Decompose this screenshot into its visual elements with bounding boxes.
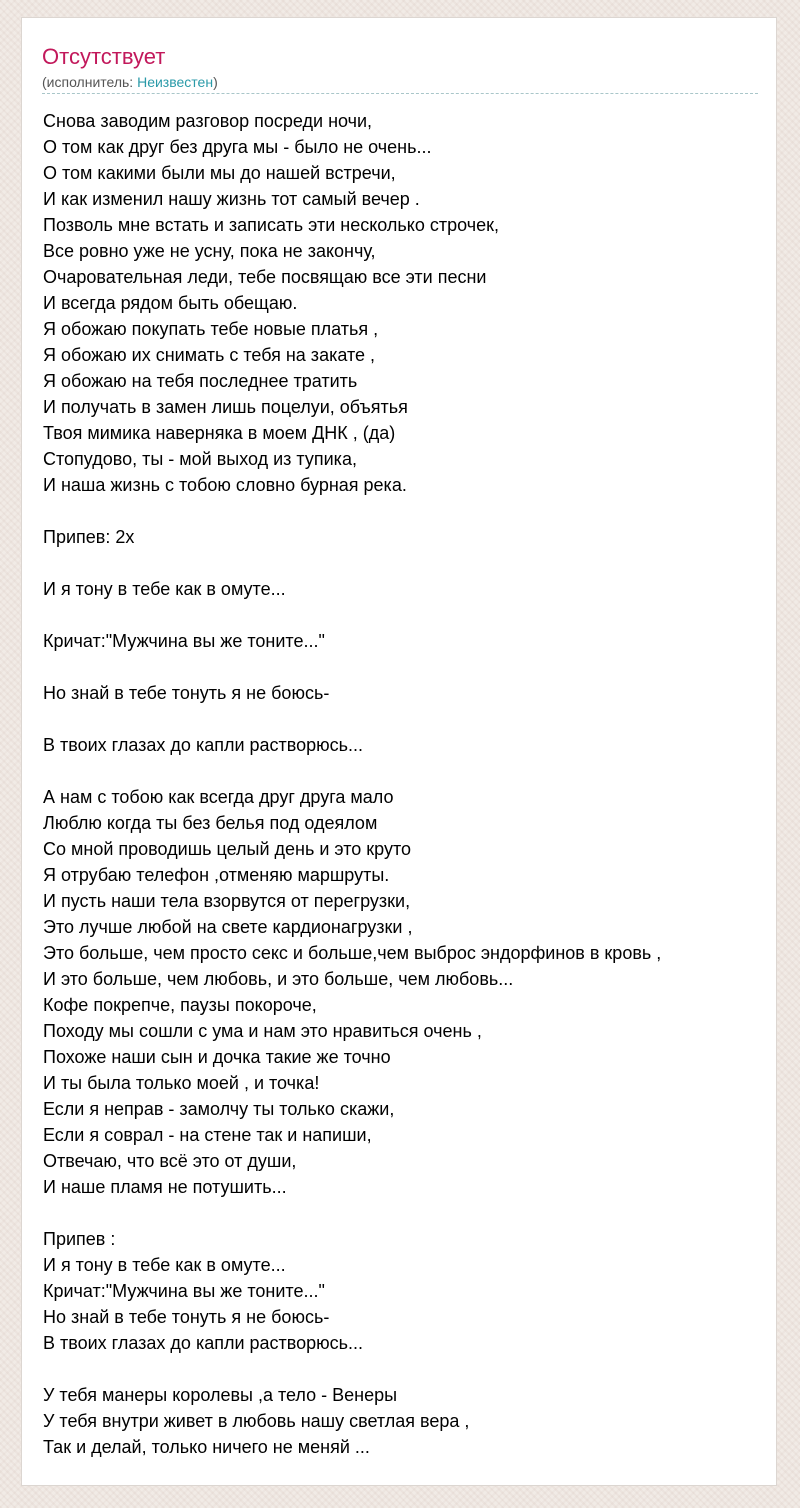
lyric-blank-line — [43, 758, 763, 784]
lyric-line: Очаровательная леди, тебе посвящаю все эти песни — [43, 267, 487, 287]
lyric-line: Похоже наши сын и дочка такие же точно — [43, 1047, 391, 1067]
lyric-line: Припев : — [43, 1229, 116, 1249]
lyric-line: Я обожаю их снимать с тебя на закате , — [43, 345, 376, 365]
lyric-line: У тебя манеры королевы ,а тело - Венеры — [43, 1385, 398, 1405]
lyric-line: Кричат:"Мужчина вы же тоните..." — [43, 1281, 325, 1301]
lyric-line: И как изменил нашу жизнь тот самый вечер . — [43, 189, 420, 209]
artist-line — [42, 74, 218, 90]
song-title: Отсутствует — [42, 44, 166, 69]
lyric-line: А нам с тобою как всегда друг друга мало — [43, 787, 394, 807]
lyric-line: Все ровно уже не усну, пока не закончу, — [43, 241, 376, 261]
lyric-blank-line — [43, 602, 763, 628]
lyric-line: Это больше, чем просто секс и больше,чем выброс эндорфинов в кровь , — [43, 943, 662, 963]
lyric-line: В твоих глазах до капли растворюсь... — [43, 1333, 364, 1353]
lyric-line: И ты была только моей , и точка! — [43, 1073, 320, 1093]
lyric-blank-line — [43, 1356, 763, 1382]
lyric-line: Но знай в тебе тонуть я не боюсь- — [43, 683, 330, 703]
lyric-line: Но знай в тебе тонуть я не боюсь- — [43, 1307, 330, 1327]
lyric-line: Я обожаю на тебя последнее тратить — [43, 371, 358, 391]
lyric-line: Я отрубаю телефон ,отменяю маршруты. — [43, 865, 390, 885]
lyric-line: Так и делай, только ничего не меняй ... — [43, 1437, 370, 1457]
lyric-line: Кофе покрепче, паузы покороче, — [43, 995, 317, 1015]
lyric-line: Кричат:"Мужчина вы же тоните..." — [43, 631, 325, 651]
lyric-line: Если я неправ - замолчу ты только скажи, — [43, 1099, 395, 1119]
lyric-line: Снова заводим разговор посреди ночи, — [43, 111, 373, 131]
lyric-line: Если я соврал - на стене так и напиши, — [43, 1125, 372, 1145]
lyric-blank-line — [43, 706, 763, 732]
lyric-line: Отвечаю, что всё это от души, — [43, 1151, 297, 1171]
lyric-line: У тебя внутри живет в любовь нашу светлая вера , — [43, 1411, 470, 1431]
lyric-line: Твоя мимика наверняка в моем ДНК , (да) — [43, 423, 396, 443]
lyric-line: И наше пламя не потушить... — [43, 1177, 287, 1197]
lyric-line: Со мной проводишь целый день и это круто — [43, 839, 411, 859]
lyrics-card — [21, 17, 777, 1486]
lyric-line: Это лучше любой на свете кардионагрузки , — [43, 917, 413, 937]
lyric-line: В твоих глазах до капли растворюсь... — [43, 735, 364, 755]
lyric-line: И я тону в тебе как в омуте... — [43, 1255, 286, 1275]
lyric-line: И пусть наши тела взорвутся от перегрузки, — [43, 891, 411, 911]
artist-prefix: (исполнитель: — [42, 74, 138, 90]
lyric-line: Я обожаю покупать тебе новые платья , — [43, 319, 379, 339]
lyric-line: Люблю когда ты без белья под одеялом — [43, 813, 378, 833]
lyric-line: Стопудово, ты - мой выход из тупика, — [43, 449, 357, 469]
lyric-blank-line — [43, 550, 763, 576]
lyric-line: И это больше, чем любовь, и это больше, чем любовь... — [43, 969, 514, 989]
lyric-blank-line — [43, 1200, 763, 1226]
lyric-line: И наша жизнь с тобою словно бурная река. — [43, 475, 407, 495]
lyric-line: О том какими были мы до нашей встречи, — [43, 163, 396, 183]
lyric-line: И получать в замен лишь поцелуи, объятья — [43, 397, 408, 417]
artist-link[interactable]: Неизвестен — [137, 74, 214, 90]
lyric-line: И всегда рядом быть обещаю. — [43, 293, 298, 313]
lyric-blank-line — [43, 654, 763, 680]
lyric-line: Припев: 2х — [43, 527, 135, 547]
lyric-line: И я тону в тебе как в омуте... — [43, 579, 286, 599]
title-divider — [42, 93, 758, 94]
lyric-blank-line — [43, 498, 763, 524]
lyrics-text — [43, 108, 763, 1460]
artist-suffix: ) — [213, 74, 218, 90]
lyric-line: Позволь мне встать и записать эти несколько строчек, — [43, 215, 500, 235]
lyric-line: Походу мы сошли с ума и нам это нравиться очень , — [43, 1021, 482, 1041]
lyric-line: О том как друг без друга мы - было не очень... — [43, 137, 432, 157]
